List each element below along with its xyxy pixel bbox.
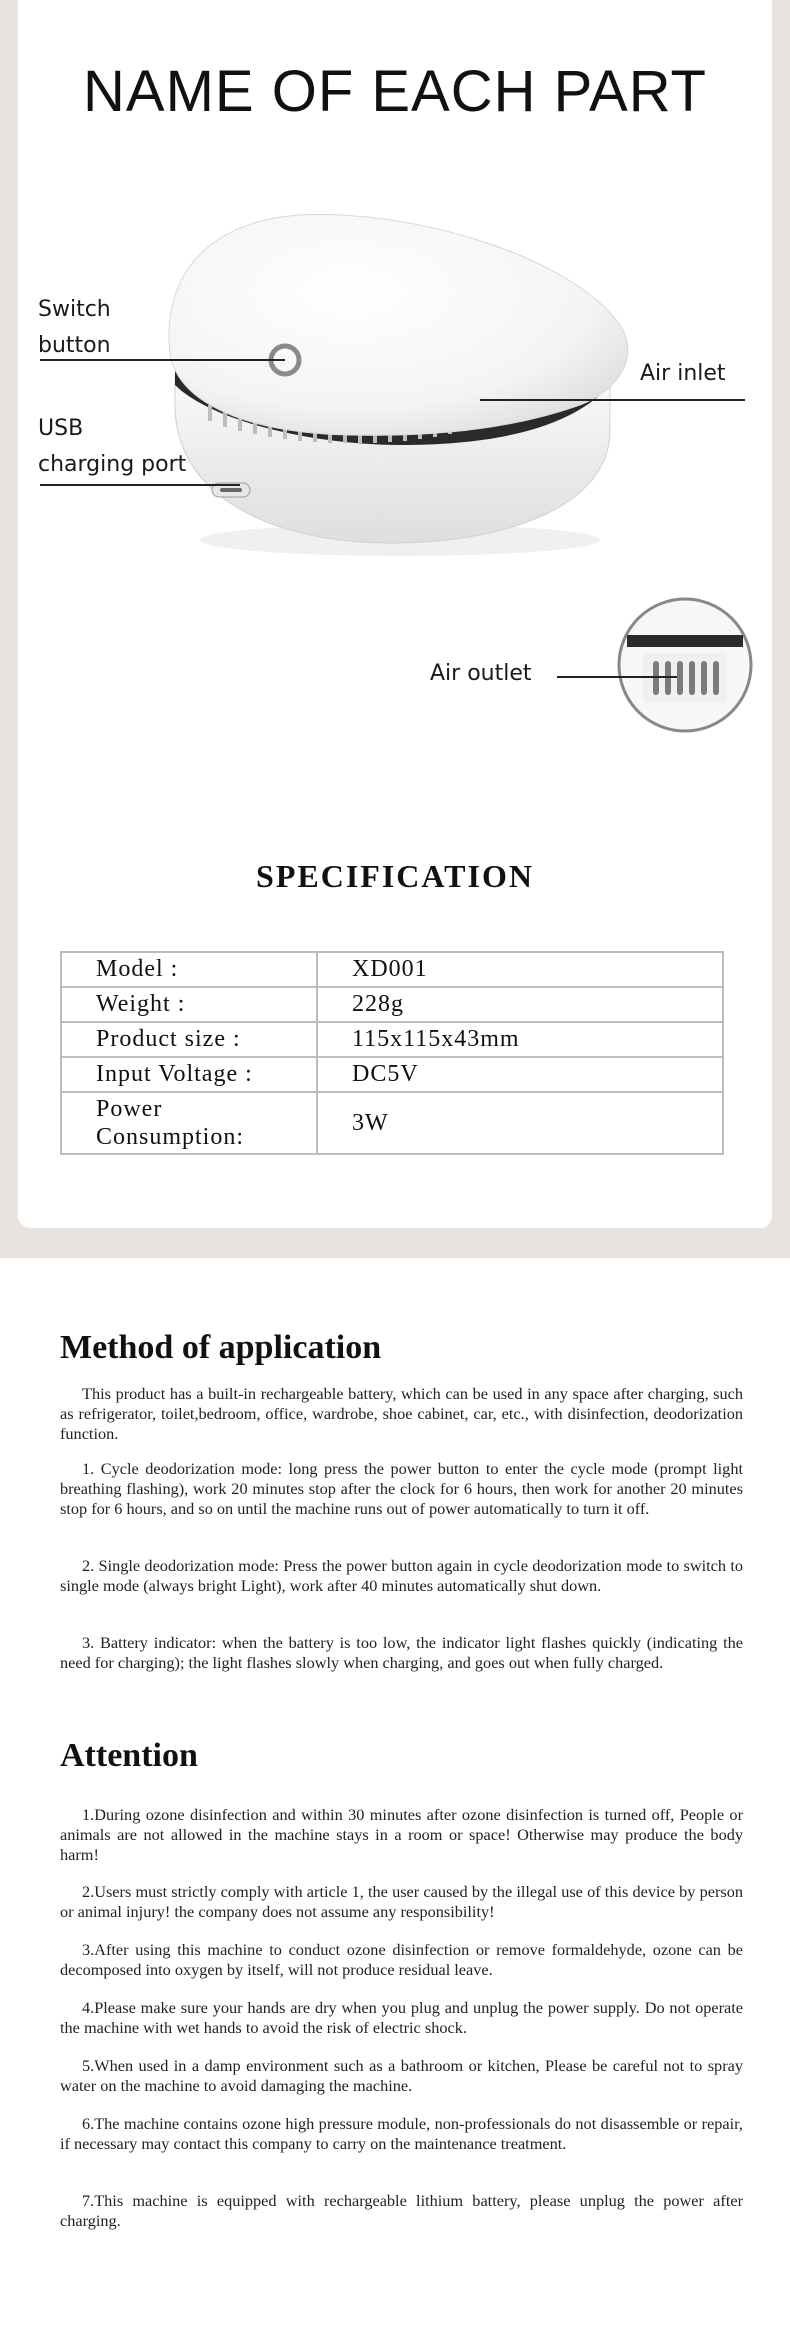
air-outlet-leader-line bbox=[557, 676, 677, 678]
spec-value: 115x115x43mm bbox=[317, 1022, 723, 1057]
spec-key: Model : bbox=[61, 952, 317, 987]
switch-leader-line bbox=[40, 359, 285, 361]
spec-value: 3W bbox=[317, 1092, 723, 1154]
attention-paragraph: 6.The machine contains ozone high pressure module, non-professionals do not disassemble or repair, if necessary may contact this company to carry on the maintenance treatment. bbox=[60, 2114, 743, 2153]
table-row bbox=[61, 1022, 723, 1057]
air-inlet-leader-line bbox=[480, 399, 745, 401]
method-paragraph: 3. Battery indicator: when the battery is too low, the indicator light flashes quickly (indicating the need for charging); the light flashes slowly when charging, and goes out when fully charged. bbox=[60, 1633, 743, 1672]
air-outlet-label: Air outlet bbox=[430, 661, 532, 686]
spec-key: Power Consumption: bbox=[61, 1092, 317, 1154]
air-inlet-label: Air inlet bbox=[640, 361, 726, 386]
spec-key: Input Voltage : bbox=[61, 1057, 317, 1092]
method-paragraph: 2. Single deodorization mode: Press the power button again in cycle deodorization mode to switch to single mode (always bright Light), work after 40 minutes automatically shut down. bbox=[60, 1556, 743, 1595]
spec-key: Weight : bbox=[61, 987, 317, 1022]
method-heading: Method of application bbox=[60, 1329, 382, 1366]
table-row bbox=[61, 952, 723, 987]
switch-button-label: Switch button bbox=[38, 297, 111, 358]
specification-table bbox=[60, 951, 724, 1155]
spec-value: 228g bbox=[317, 987, 723, 1022]
method-paragraph: This product has a built-in rechargeable battery, which can be used in any space after charging, such as refrigerator, toilet,bedroom, office, wardrobe, shoe cabinet, car, etc., with disinfection, deodorization function. bbox=[60, 1384, 743, 1443]
attention-paragraph: 5.When used in a damp environment such as a bathroom or kitchen, Please be careful not to spray water on the machine to avoid damaging the machine. bbox=[60, 2056, 743, 2095]
usb-leader-line bbox=[40, 484, 240, 486]
spec-value: XD001 bbox=[317, 952, 723, 987]
purifier-illustration bbox=[150, 205, 640, 565]
table-row bbox=[61, 1092, 723, 1154]
spec-value: DC5V bbox=[317, 1057, 723, 1092]
usb-port-label: USB charging port bbox=[38, 416, 187, 477]
attention-paragraph: 2.Users must strictly comply with article 1, the user caused by the illegal use of this device by person or animal injury! the company does not assume any responsibility! bbox=[60, 1882, 743, 1921]
attention-paragraph: 7.This machine is equipped with rechargeable lithium battery, please unplug the power after charging. bbox=[60, 2191, 743, 2230]
specification-title: SPECIFICATION bbox=[256, 858, 534, 894]
table-row bbox=[61, 987, 723, 1022]
page-title: NAME OF EACH PART bbox=[83, 59, 707, 124]
attention-paragraph: 3.After using this machine to conduct ozone disinfection or remove formaldehyde, ozone can be decomposed into oxygen by itself, will not produce residual leave. bbox=[60, 1940, 743, 1979]
attention-heading: Attention bbox=[60, 1737, 198, 1774]
attention-paragraph: 1.During ozone disinfection and within 30 minutes after ozone disinfection is turned off, People or animals are not allowed in the machine stays in a room or space! Otherwise may produce the body harm! bbox=[60, 1805, 743, 1864]
spec-key: Product size : bbox=[61, 1022, 317, 1057]
attention-paragraph: 4.Please make sure your hands are dry when you plug and unplug the power supply. Do not operate the machine with wet hands to avoid the risk of electric shock. bbox=[60, 1998, 743, 2037]
air-outlet-detail bbox=[615, 595, 755, 735]
table-row bbox=[61, 1057, 723, 1092]
method-paragraph: 1. Cycle deodorization mode: long press the power button to enter the cycle mode (prompt light breathing flashing), work 20 minutes stop after the clock for 6 hours, then work for another 20 minutes stop for 6 hours, and so on until the machine runs out of power automatically to turn it off. bbox=[60, 1459, 743, 1518]
